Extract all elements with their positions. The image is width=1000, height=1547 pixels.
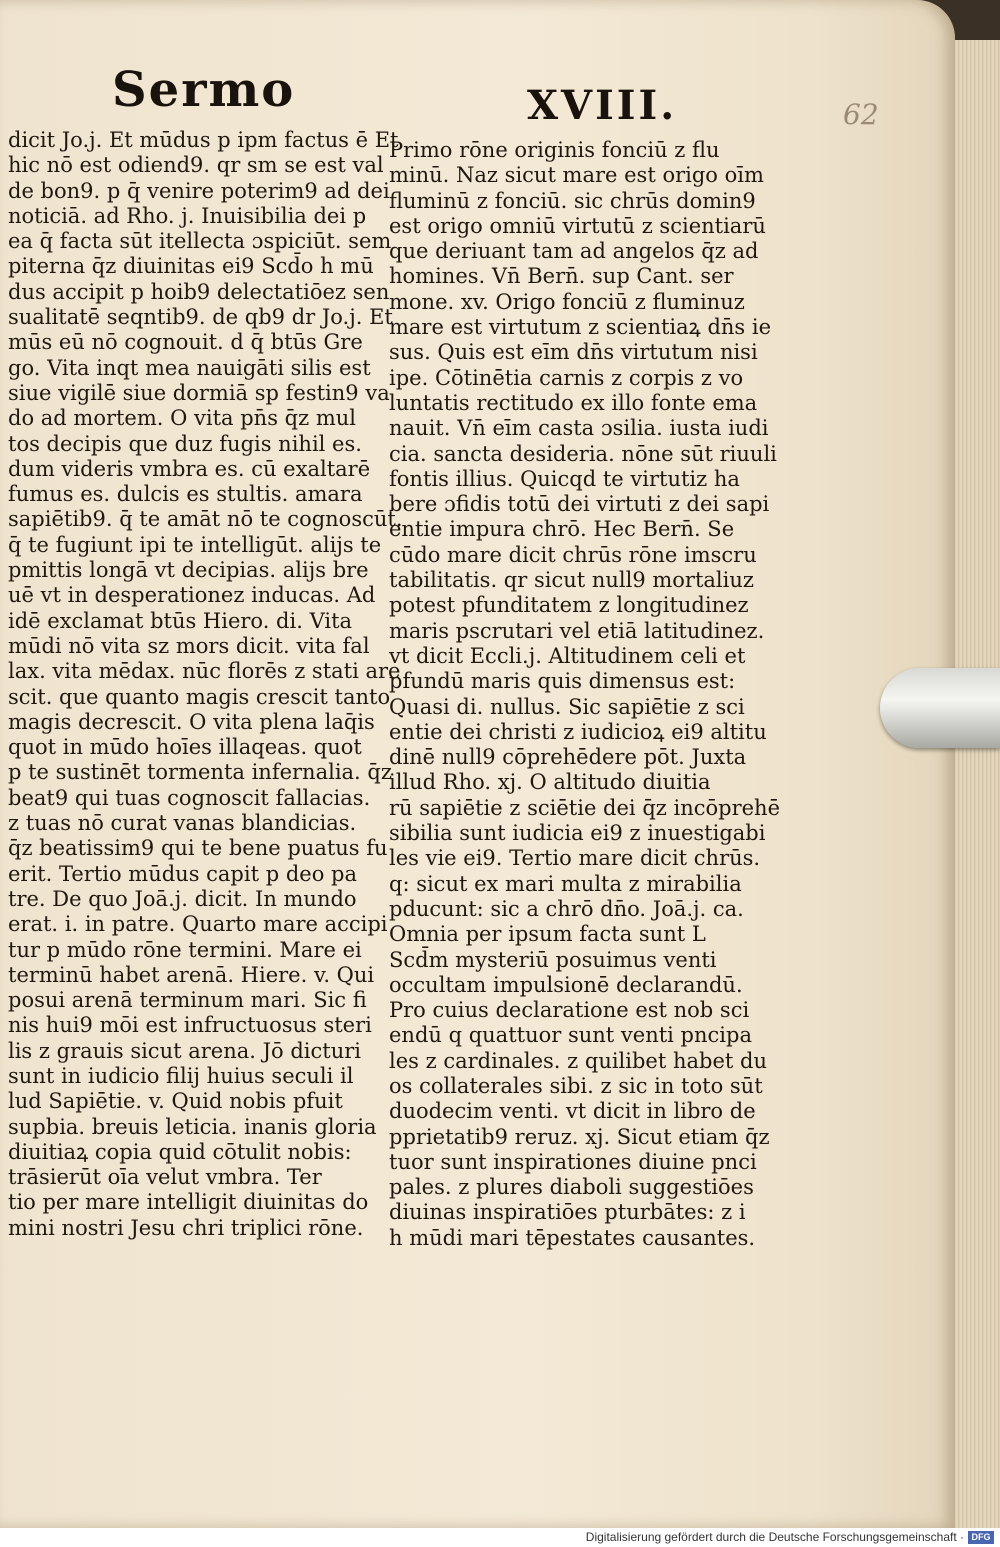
text-line: posui arenā terminum mari. Sic fi — [8, 988, 367, 1013]
text-line: entie dei christi z iudicioꝝ ei9 altitu — [389, 719, 767, 744]
text-line: nis hui9 mōi est infructuosus steri — [8, 1013, 372, 1038]
text-line: cūdo mare dicit chrūs rōne imscru — [389, 542, 757, 567]
text-column-left — [8, 128, 403, 1241]
text-line: p te sustinēt tormenta infernalia. q̄z — [8, 760, 392, 785]
text-line: pales. z plures diaboli suggestiōes — [389, 1175, 754, 1200]
text-line: pducunt: sic a chrō dn̄o. Joā.j. ca. — [389, 896, 744, 921]
text-line: siue vigilē siue dormiā sp festin9 va — [8, 380, 390, 405]
text-line: hic nō est odiend9. qr sm se est val — [8, 153, 384, 178]
text-line: trāsierūt oīa velut vmbra. Ter — [8, 1165, 322, 1190]
text-line: erat. i. in patre. Quarto mare accipi — [8, 912, 388, 937]
text-line: sunt in iudicio filij huius seculi il — [8, 1063, 354, 1088]
text-line: z tuas nō curat vanas blandicias. — [8, 811, 357, 836]
text-line: potest pfunditatem z longitudinez — [389, 593, 749, 618]
text-line: go. Vita inqt mea nauigāti silis est — [8, 355, 371, 380]
text-line: illud Rho. xj. O altitudo diuitia — [389, 770, 711, 795]
text-line: q̄z beatissim9 qui te bene puatus fu — [8, 836, 388, 861]
text-line: dicit Jo.j. Et mūdus p ipm factus ē Et — [8, 128, 399, 152]
text-line: os collaterales sibi. z sic in toto sūt — [389, 1073, 763, 1098]
text-line: maris pscrutari vel etiā latitudinez. — [389, 618, 765, 643]
text-line: luntatis rectitudo ex illo fonte ema — [389, 390, 758, 415]
text-line: mone. xv. Origo fonciū z fluminuz — [389, 289, 745, 314]
text-line: occultam impulsionē declarandū. — [389, 972, 743, 997]
text-line: minū. Naz sicut mare est origo oīm — [389, 163, 764, 188]
text-line: sibilia sunt iudicia ei9 z inuestigabi — [389, 821, 766, 846]
text-line: tio per mare intelligit diuinitas do — [8, 1190, 369, 1215]
text-column-right — [389, 138, 781, 1251]
text-line: mūdi nō vita sz mors dicit. vita fal — [8, 633, 370, 658]
text-line: piterna q̄z diuinitas ei9 Scd̄o h mū — [8, 254, 374, 279]
text-line: noticiā. ad Rho. j. Inuisibilia dei p — [8, 203, 367, 228]
text-line: do ad mortem. O vita pn̄s q̄z mul — [8, 406, 356, 431]
text-line: dinē null9 cōprehēdere pōt. Juxta — [389, 745, 747, 770]
text-line: endū q quattuor sunt venti pncipa — [389, 1023, 752, 1048]
text-line: bere ɔfidis totū dei virtuti z dei sapi — [389, 492, 770, 517]
text-line: terminū habet arenā. Hiere. v. Qui — [8, 962, 375, 987]
text-line: h mūdi mari tēpestates causantes. — [389, 1225, 756, 1250]
text-line: Primo rōne originis fonciū z flu — [389, 138, 720, 162]
text-line: vt dicit Eccli.j. Altitudinem celi et — [389, 643, 746, 668]
folio-number: 62 — [843, 98, 879, 131]
text-line: Scd̄m mysteriū posuimus venti — [389, 947, 717, 972]
text-line: fumus es. dulcis es stultis. amara — [8, 482, 363, 507]
text-line: ipe. Cōtinētia carnis z corpis z vo — [389, 365, 744, 390]
text-line: lax. vita mēdax. nūc florēs z stati are — [8, 659, 401, 684]
text-line: entie impura chrō. Hec Bern̄. Se — [389, 517, 735, 542]
text-line: pfundū maris quis dimensus est: — [389, 669, 736, 694]
text-line: homines. Vn̄ Bern̄. sup Cant. ser — [389, 264, 734, 289]
text-line: magis decrescit. O vita plena laq̄is — [8, 709, 375, 734]
text-line: mare est virtutum z scientiaꝝ dn̄s ie — [389, 315, 772, 340]
metal-clip — [880, 668, 1000, 748]
text-line: les vie ei9. Tertio mare dicit chrūs. — [389, 846, 761, 871]
text-line: lud Sapiētie. v. Quid nobis pfuit — [8, 1089, 343, 1114]
text-line: sapiētib9. q̄ te amāt nō te cognoscūt. — [8, 507, 403, 532]
text-line: pmittis longā vt decipias. alijs bre — [8, 558, 369, 583]
text-line: scit. que quanto magis crescit tanto — [8, 684, 391, 709]
text-line: tur p mūdo rōne termini. Mare ei — [8, 937, 362, 962]
page-edge — [955, 40, 1000, 1528]
text-line: cia. sancta desideria. nōne sūt riuuli — [389, 441, 777, 466]
text-line: rū sapiētie z sciētie dei q̄z incōprehē — [389, 795, 781, 820]
text-line: ea q̄ facta sūt itellecta ɔspiciūt. sem — [8, 229, 392, 254]
text-line: Quasi di. nullus. Sic sapiētie z sci — [389, 694, 745, 719]
text-line: dus accipit p hoib9 delectatiōez sen — [8, 279, 390, 304]
text-line: que deriuant tam ad angelos q̄z ad — [389, 239, 759, 264]
text-line: diuitiaꝝ copia quid cōtulit nobis: — [8, 1139, 352, 1164]
text-line: fluminū z fonciū. sic chrūs domin9 — [389, 188, 756, 213]
text-line: Pro cuius declaratione est nob sci — [389, 998, 750, 1023]
text-line: q: sicut ex mari multa z mirabilia — [389, 871, 742, 896]
text-line: Omnia per ipsum facta sunt L — [389, 922, 706, 947]
text-line: lis z grauis sicut arena. Jō dicturi — [8, 1038, 361, 1063]
text-line: est origo omniū virtutū z scientiarū — [389, 213, 766, 238]
text-line: beat9 qui tuas cognoscit fallacias. — [8, 785, 371, 810]
text-line: les z cardinales. z quilibet habet du — [389, 1048, 767, 1073]
text-line: quot in mūdo hoīes illaqeas. quot — [8, 735, 362, 760]
footer-credit: Digitalisierung gefördert durch die Deutsche Forschungsgemeinschaft · — [585, 1530, 964, 1544]
text-line: de bon9. p q̄ venire poterim9 ad dei — [8, 178, 390, 203]
text-line: diuinas inspiratiōes pturbātes: z i — [389, 1200, 746, 1225]
running-head-right: XVIII. — [527, 82, 678, 129]
text-line: erit. Tertio mūdus capit p deo pa — [8, 861, 357, 886]
text-line: uē vt in desperationez inducas. Ad — [8, 583, 376, 608]
text-line: tuor sunt inspirationes diuine pnci — [389, 1149, 757, 1174]
text-line: q̄ te fugiunt ipi te intelligūt. alijs te — [8, 532, 382, 557]
text-line: nauit. Vn̄ eīm casta ɔsilia. iusta iudi — [389, 416, 769, 441]
text-line: sualitatē seqntib9. de qb9 dr Jo.j. Et — [8, 305, 393, 330]
text-line: mini nostri Jesu chri triplici rōne. — [8, 1215, 364, 1240]
dfg-logo: DFG — [968, 1531, 994, 1544]
text-line: dum videris vmbra es. cū exaltarē — [8, 456, 371, 481]
text-line: tre. De quo Joā.j. dicit. In mundo — [8, 886, 357, 911]
text-line: duodecim venti. vt dicit in libro de — [389, 1099, 756, 1124]
text-line: tabilitatis. qr sicut null9 mortaliuz — [389, 568, 754, 593]
text-line: tos decipis que duz fugis nihil es. — [8, 431, 362, 456]
text-line: sus. Quis est eīm dn̄s virtutum nisi — [389, 340, 758, 365]
text-line: mūs eū nō cognouit. d q̄ btūs Gre — [8, 330, 363, 355]
running-head-left: Sermo — [112, 62, 296, 118]
text-line: pprietatib9 reruz. xj. Sicut etiam q̄z — [389, 1124, 770, 1149]
text-line: fontis illius. Quicqd te virtutiz ha — [389, 466, 740, 491]
text-line: supbia. breuis leticia. inanis gloria — [8, 1114, 377, 1139]
text-line: idē exclamat btūs Hiero. di. Vita — [8, 608, 353, 633]
